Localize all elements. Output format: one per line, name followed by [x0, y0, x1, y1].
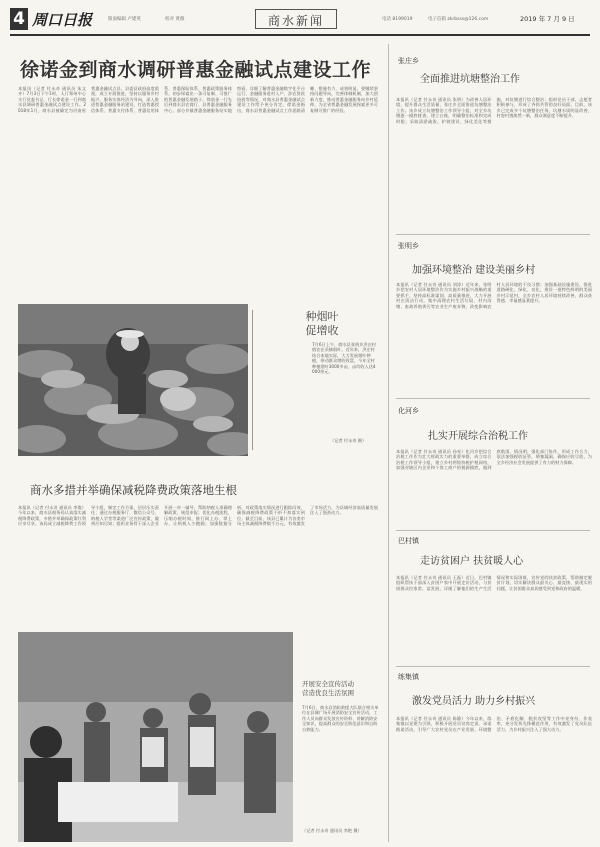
paper-name: 周口日报	[32, 11, 93, 29]
right-item-body: 本报讯（记者 付永奇 通讯员 张明）为改善人居环境，提升群众生活质量，张庄乡全面推进坑塘整治工作。该乡成立坑塘整治工作领导小组，对全乡坑塘逐一摸底排查、建立台账，明确整治标准和完成时限；采取清淤疏浚、护坡建设、绿化美化等措施，对坑塘进行综合整治；组织党员干部、志愿者积极参与，形成了齐抓共管的良好局面。目前，该乡已完成多个坑塘整治任务，坑塘水质明显改善，村容村貌焕然一新，群众满意度不断提升。	[396, 97, 592, 124]
right-column-divider	[388, 44, 389, 842]
right-item-body: 本报讯（记者 付永奇 通讯员 刘涛）近年来，张明乡把农村人居环境整治作为实施乡村振兴战略的重要抓手，坚持高标准谋划、高质量推进，大力开展村庄清洁行动，集中清理农村生活垃圾、村内沟塘、畜禽养殖粪污等农业生产废弃物，改变影响农村人居环境的不良习惯；加强基础设施建设，推进道路硬化、绿化、亮化，建设一批特色鲜明的美丽乡村示范村，全乡农村人居环境持续改善，群众获得感、幸福感显著提升。	[396, 282, 592, 309]
issue-date: 2019 年 7 月 9 日	[520, 15, 575, 23]
tax-headline: 商水多措并举确保减税降费政策落地生根	[30, 483, 237, 497]
section-title-box	[255, 9, 337, 29]
safety-title-line1: 开展安全宣传活动	[302, 680, 354, 688]
tobacco-title-line2: 促增收	[305, 324, 339, 337]
right-item-headline: 全面推进坑塘整治工作	[420, 74, 520, 85]
page-number-box	[10, 8, 28, 30]
right-divider	[396, 666, 590, 667]
right-item-body: 本报讯（记者 付永奇 通讯员 孙亮）化河乡把综合治税工作作为壮大财政实力的重要举措，成立综合治税工作领导小组，建立乡村两级协税护税网络，加强对辖区内企业和个体工商户的税源摸底，做到底数清、情况明；强化部门协作，形成工作合力，依法加强税收征管，堵塞漏洞，确保应收尽收，为全乡经济社会发展提供了有力的财力保障。	[396, 449, 592, 471]
right-item-label: 化河乡	[398, 407, 419, 415]
lead-headline: 徐诺金到商水调研普惠金融试点建设工作	[20, 59, 372, 81]
tobacco-photo	[18, 304, 248, 456]
right-item-label: 巴村镇	[398, 537, 419, 545]
right-item-headline: 扎实开展综合治税工作	[428, 431, 528, 442]
masthead	[10, 6, 590, 34]
right-divider	[396, 234, 590, 235]
right-item-headline: 走访贫困户 扶贫暖人心	[420, 556, 524, 567]
right-item-headline: 加强环境整治 建设美丽乡村	[412, 265, 536, 276]
tobacco-caption: 7月6日上午，商水县张明乡洪庄村烟农在采摘烟叶。近年来，洪庄村结合本地实际，大力发展烟叶种植，带动群众增收致富，今年全村种植烟叶3000多亩，亩均收入达4000余元。	[312, 342, 376, 375]
right-item-body: 本报讯（记者 付永奇 通讯员 王磊）近日，巴村镇组织帮扶干部深入贫困户家中开展走访活动，与贫困群众拉家常、谈发展，详细了解他们的生产生活情况和实际困难，宣传党的扶贫政策，帮助制定脱贫计划，切实解决群众最关心、最直接、最现实的问题，让贫困群众真切感受到党和政府的温暖。	[396, 575, 592, 591]
tobacco-field-image	[18, 304, 248, 456]
lead-body: 本报讯（记者 付永奇 通讯员 朱文卉）7月3日下午1时，人行郑州中心支行党委书记、行长徐诺金一行到商水县调研普惠金融试点建设工作。2018年1月，商水县被确定为河南省普惠金融试点县，县委县政府高度重视，成立专班推进，坚持以服务乡村振兴、服务实体经济为导向，深入推进普惠金融服务站建设，打造普惠授信体系、普惠支付体系、普惠信用体系、普惠保险体系、普惠政策服务体系，初步探索出一条可复制、可推广的普惠金融发展路子。徐诺金一行先后到商水县农商行、县普惠金融服务中心、部分乡镇普惠金融服务站实地察看，详细了解普惠金融数字化平台运行、金融服务进村入户、涉农贷款投放等情况，对商水县普惠金融试点建设工作给予充分肯定。徐诺金指出，商水县普惠金融试点工作思路清晰、措施有力、成效明显，要继续坚持问题导向，完善体制机制，加大创新力度，推动普惠金融服务向乡村延伸，为全省普惠金融发展探索更多可复制可推广的经验。	[18, 86, 378, 113]
safety-title	[302, 680, 382, 698]
email-line: 电子信箱 zkrbsss@126.com	[428, 17, 489, 22]
safety-event-image	[18, 632, 293, 842]
safety-photo	[18, 632, 293, 842]
tobacco-title	[262, 310, 382, 338]
right-item-label: 张庄乡	[398, 57, 419, 65]
section-title: 商水新闻	[267, 14, 324, 28]
right-item-body: 本报讯（记者 付永奇 通讯员 陈静）今年以来，练集镇以党建为引领，积极开展党员设岗定责、承诺践诺活动，引导广大农村党员在产业发展、环境整治、矛盾化解、脱贫攻坚等工作中亮身份、作表率，充分发挥先锋模范作用，有效激发了党员队伍活力，为乡村振兴注入了强大动力。	[396, 716, 592, 732]
right-item-headline: 激发党员活力 助力乡村振兴	[412, 696, 536, 707]
page-number: 4	[13, 9, 25, 29]
proof-line: 校对 黄薇	[165, 17, 185, 22]
right-item-label: 张明乡	[398, 242, 419, 250]
right-divider	[396, 398, 590, 399]
tax-body: 本报讯（记者 付永奇 通讯员 李俊）今年以来，商水县税务局认真落实减税降费政策，多措并举确保政策红利应享尽享。该局成立减税降费工作领导小组，制定工作方案，层层压实责任；通过办税服务厅、微信公众号、纳税人学堂等渠道广泛宣传政策，做到应知尽知；组织业务骨干深入企业开展一对一辅导，帮助纳税人准确理解政策、规范申报；优化办税流程，压缩办税时间，推行网上办、掌上办，让纳税人少跑腿；加强数据分析，对政策落实情况进行跟踪问效，确保减税降费政策不折不扣落实到位。截至目前，该县已累计为各类市场主体减税降费数千万元，有效激发了市场活力，为县域经济高质量发展注入了强劲动力。	[18, 505, 378, 527]
tobacco-credit: （记者 付永奇 摄）	[330, 438, 367, 443]
tobacco-title-line1: 种烟叶	[305, 310, 339, 323]
safety-title-line2: 营造优良生活氛围	[302, 689, 354, 697]
safety-credit: （记者 付永奇 通讯员 李艳 摄）	[302, 828, 362, 833]
masthead-rule	[10, 34, 590, 36]
photo1-divider	[252, 310, 253, 450]
right-item-label: 练集镇	[398, 673, 419, 681]
phone-line: 电话 8199019	[382, 17, 413, 22]
right-divider	[396, 530, 590, 531]
editor-line: 版面编辑 卢建英	[108, 17, 141, 22]
safety-caption: 7月6日，商水县消防救援大队联合相关单位在县城广场开展消防安全宣传活动，工作人员向群众发放宣传资料、讲解消防安全知识，提高群众的安全防范意识和自防自救能力。	[302, 705, 379, 732]
